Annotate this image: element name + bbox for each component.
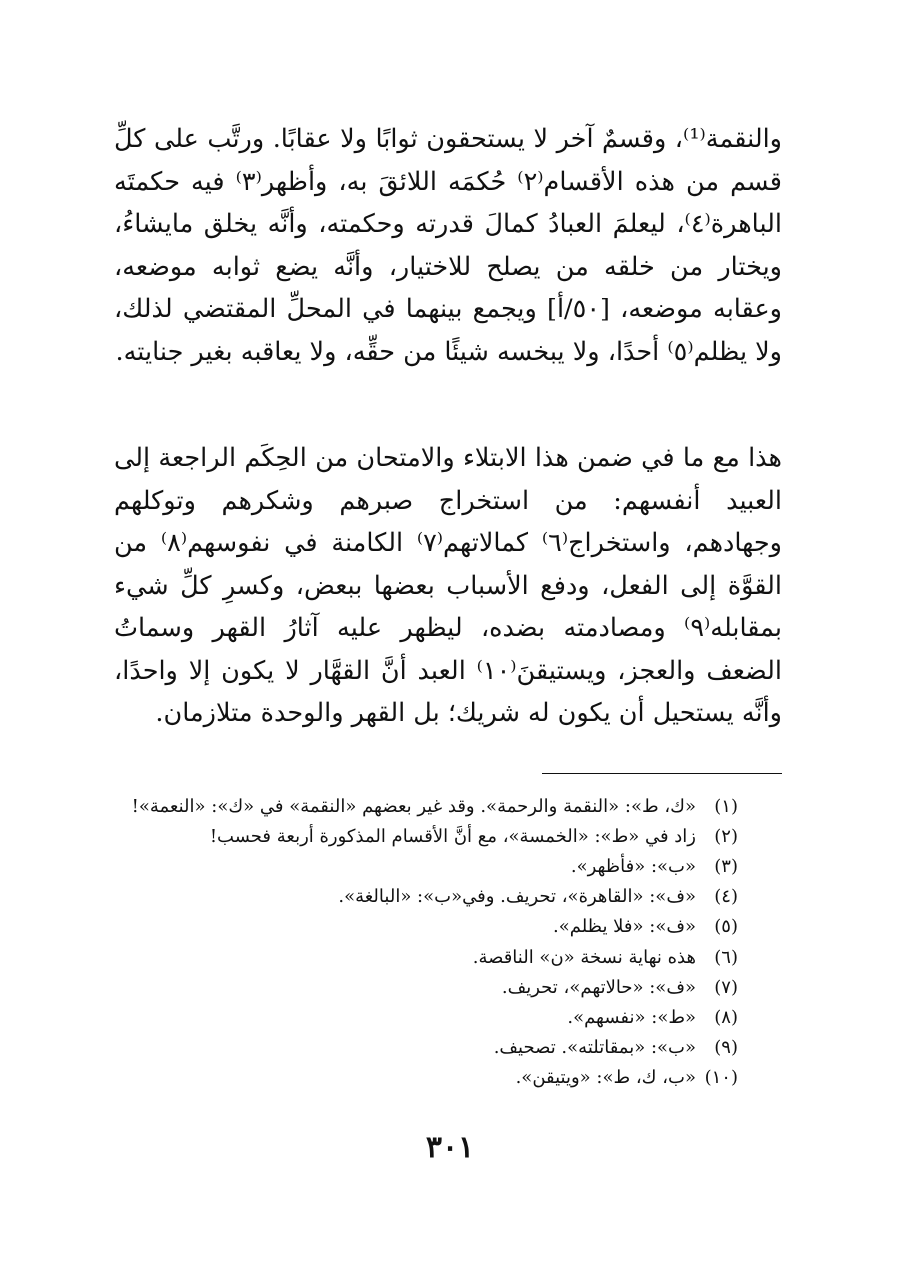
- footnote-text: «ب»: «فأظهر».: [570, 855, 696, 877]
- footnote-8: [114, 1003, 738, 1033]
- footnote-text: هذه نهاية نسخة «ن» الناقصة.: [472, 946, 696, 968]
- footnote-2: [114, 822, 738, 852]
- footnote-number: (١٠): [704, 1067, 738, 1089]
- footnotes-list: [114, 792, 782, 1094]
- footnote-7: [114, 973, 738, 1003]
- body-paragraph-2: هذا مع ما في ضمن هذا الابتلاء والامتحان من الحِكَم الراجعة إلى العبيد أنفسهم: من استخراج صبرهم وشكرهم وتوكلهم وجهادهم، واستخراج⁽٦⁾ كمالاتهم⁽٧⁾ الكامنة في نفوسهم⁽٨⁾ من القوَّة إلى الفعل، ودفع الأسباب بعضها ببعض، وكسرِ كلِّ شيء بمقابله⁽٩⁾ ومصادمته بضده، ليظهر عليه آثارُ القهر وسماتُ الضعف والعجز، ويستيقنَ⁽١٠⁾ العبد أنَّ القهَّار لا يكون إلا واحدًا، وأنَّه يستحيل أن يكون له شريك؛ بل القهر والوحدة متلازمان.: [114, 443, 782, 728]
- footnote-9: [114, 1033, 738, 1063]
- footnote-text: «ب»: «بمقاتلته». تصحيف.: [493, 1037, 696, 1059]
- footnote-number: (٢): [714, 825, 738, 847]
- footnote-text: «ف»: «فلا يظلم».: [553, 916, 696, 938]
- footnote-number: (٩): [714, 1037, 738, 1059]
- body-paragraph-1: والنقمة⁽¹⁾، وقسمٌ آخر لا يستحقون ثوابًا ولا عقابًا. ورتَّب على كلِّ قسم من هذه الأقسام⁽٢⁾ حُكمَه اللائقَ به، وأظهر⁽٣⁾ فيه حكمتَه الباهرة⁽٤⁾، ليعلمَ العبادُ كمالَ قدرته وحكمته، وأنَّه يخلق مايشاءُ، ويختار من خلقه من يصلح للاختيار، وأنَّه يضع ثوابه موضعه، وعقابه موضعه، [٥٠/أ] ويجمع بينهما في المحلِّ المقتضي لذلك، ولا يظلم⁽٥⁾ أحدًا، ولا يبخسه شيئًا من حقِّه، ولا يعاقبه بغير جنايته.: [114, 124, 782, 367]
- footnote-number: (٥): [714, 916, 738, 938]
- footnote-separator: [542, 773, 782, 774]
- footnote-number: (٨): [714, 1006, 738, 1028]
- footnote-number: (٣): [714, 855, 738, 877]
- footnote-number: (٧): [714, 976, 738, 998]
- footnote-5: [114, 912, 738, 942]
- page-number: ٣٠١: [425, 1130, 475, 1165]
- footnote-text: زاد في «ط»: «الخمسة»، مع أنَّ الأقسام المذكورة أربعة فحسب!: [209, 825, 696, 847]
- footnote-text: «ط»: «نفسهم».: [567, 1006, 696, 1028]
- footnote-6: [114, 943, 738, 973]
- main-text: [114, 118, 782, 735]
- footnote-text: «ف»: «القاهرة»، تحريف. وفي«ب»: «البالغة».: [338, 886, 696, 908]
- footnote-text: «ب، ك، ط»: «ويتيقن».: [515, 1067, 696, 1089]
- footnote-3: [114, 852, 738, 882]
- footnote-number: (٤): [714, 886, 738, 908]
- footnote-number: (١): [714, 795, 738, 817]
- footnote-1: [114, 792, 738, 822]
- footnote-10: [114, 1063, 738, 1093]
- footnote-number: (٦): [714, 946, 738, 968]
- footnote-text: «ك، ط»: «النقمة والرحمة». وقد غير بعضهم «النقمة» في «ك»: «النعمة»!: [131, 795, 696, 817]
- footnote-4: [114, 882, 738, 912]
- footnote-text: «ف»: «حالاتهم»، تحريف.: [501, 976, 696, 998]
